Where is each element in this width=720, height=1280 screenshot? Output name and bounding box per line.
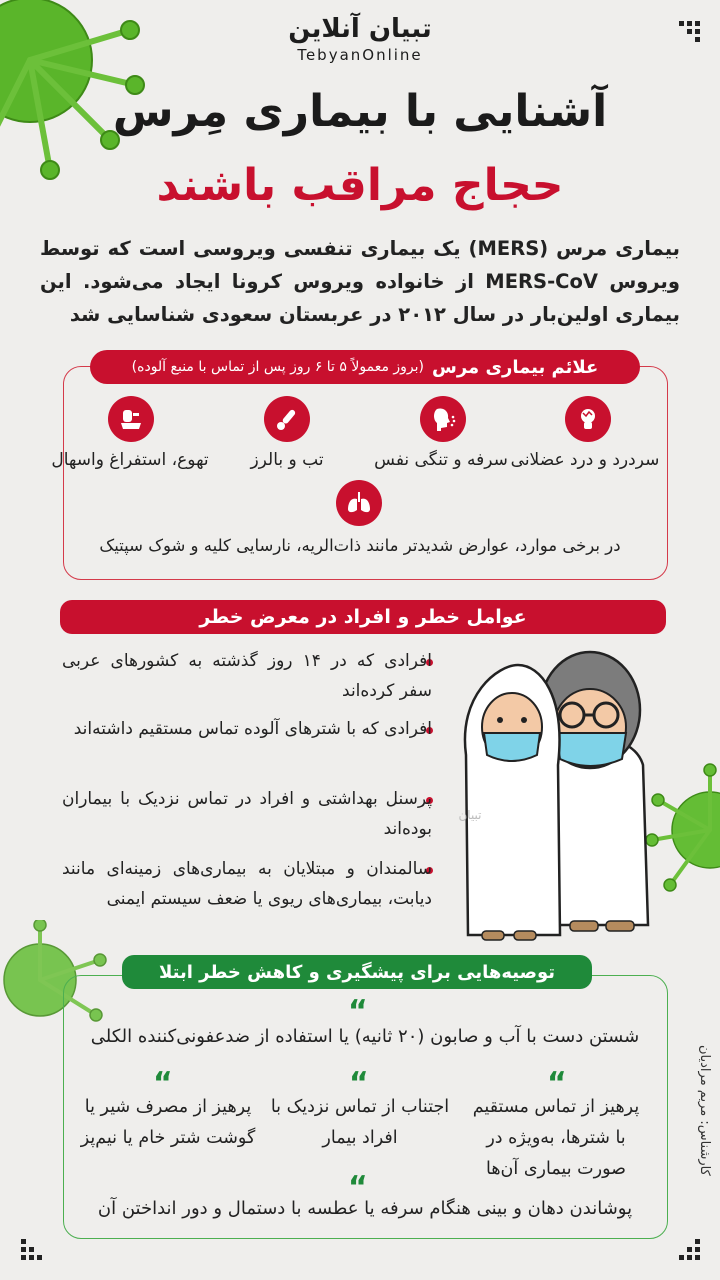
quote-icon: “ (348, 1170, 368, 1205)
symptoms-heading-note: (بروز معمولاً ۵ تا ۶ روز پس از تماس با منبع آلوده) (131, 359, 425, 375)
symptoms-banner (90, 350, 640, 384)
prevention-top: شستن دست با آب و صابون (۲۰ ثانیه) یا استفاده از ضدعفونی‌کننده الکلی (90, 1026, 640, 1047)
risk-item: افرادی که در ۱۴ روز گذشته به کشورهای عربی سفر کرده‌اند (62, 651, 433, 701)
risk-banner: عوامل خطر و افراد در معرض خطر (60, 600, 666, 634)
symptoms-heading: علائم بیماری مرس (432, 356, 599, 378)
corner-ornament-icon (676, 1236, 702, 1262)
risk-item: پرسنل بهداشتی و افراد در تماس نزدیک با بیماران بوده‌اند (62, 789, 432, 839)
prevention-col-camels: پرهیز از تماس مستقیم با شترها، به‌ویژه در صورت بیماری آن‌ها (472, 1097, 640, 1179)
prevention-bottom: پوشاندن دهان و بینی هنگام سرفه یا عطسه با دستمال و دور انداختن آن (97, 1198, 633, 1219)
logo-persian: تبیان آنلاین (288, 14, 432, 44)
prevention-col-contact: اجتناب از تماس نزدیک با افراد بیمار (270, 1097, 450, 1148)
logo-english: TebyanOnline (297, 46, 423, 64)
page-title: آشنایی با بیماری مِرس (112, 86, 608, 137)
watermark: تبیان (458, 808, 482, 822)
symptom-label-fever: تب و بالرز (250, 450, 324, 470)
corner-ornament-icon (18, 1236, 44, 1262)
headache-icon (565, 396, 611, 442)
risk-item: سالمندان و مبتلایان به بیماری‌های زمینه‌ای مانند دیابت، بیماری‌های ریوی یا ضعف سیستم ایمنی (62, 859, 432, 909)
symptom-label-cough: سرفه و تنگی نفس (374, 450, 508, 470)
prevention-banner: توصیه‌هایی برای پیشگیری و کاهش خطر ابتلا (122, 955, 592, 989)
page-subtitle: حجاج مراقب باشند (156, 160, 564, 211)
quote-icon: “ (349, 1066, 369, 1101)
cough-icon (420, 396, 466, 442)
quote-icon: “ (348, 994, 368, 1029)
symptoms-note: در برخی موارد، عوارض شدیدتر مانند ذات‌الریه، نارسایی کلیه و شوک سپتیک (99, 536, 621, 555)
nausea-icon (108, 396, 154, 442)
quote-icon: “ (153, 1066, 173, 1101)
risk-item: افرادی که با شترهای آلوده تماس مستقیم داشته‌اند (73, 719, 432, 739)
lungs-icon (336, 480, 382, 526)
thermometer-icon (264, 396, 310, 442)
quote-icon: “ (547, 1066, 567, 1101)
prevention-col-milk: پرهیز از مصرف شیر یا گوشت شتر خام یا نیم‌پز (80, 1097, 256, 1148)
credit: کارشناس: مریم مرادیان (697, 1044, 712, 1176)
pilgrims-illustration (448, 635, 668, 950)
symptom-label-nausea: تهوع، استفراغ واسهال (51, 450, 209, 470)
symptom-label-headache: سردرد و درد عضلانی (510, 450, 660, 470)
intro-paragraph: بیماری مرس (MERS) یک بیماری تنفسی ویروسی است که توسط ویروس MERS-CoV از خانواده ویروس کرونا ایجاد می‌شود. این بیماری اولین‌بار در سال ۲۰۱۲ در عربستان سعودی شناسایی شد (40, 237, 680, 326)
